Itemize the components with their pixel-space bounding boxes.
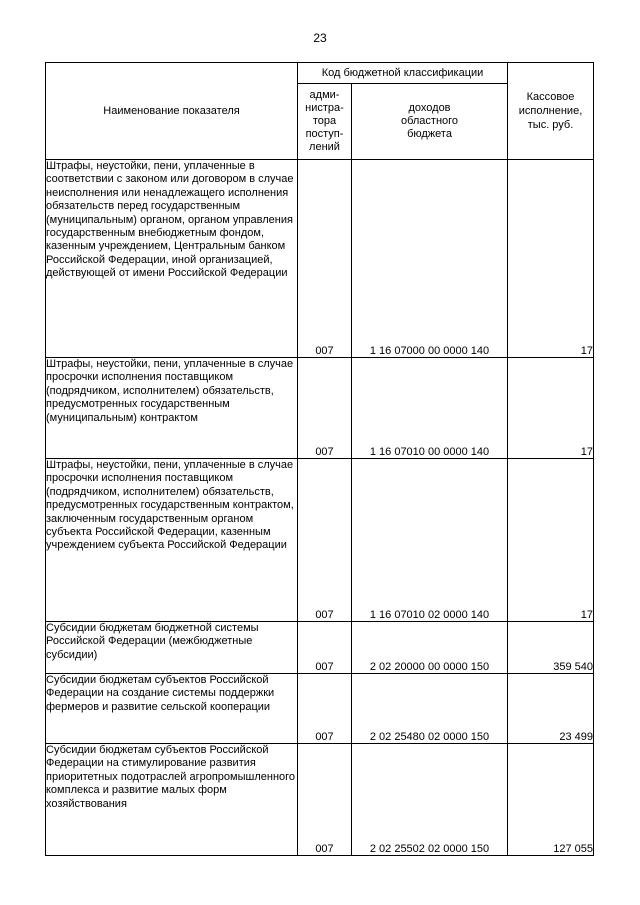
indicator-name-cell: Штрафы, неустойки, пени, уплаченные в случае просрочки исполнения поставщиком (подрядчиком, исполнителем) обязательств, предусмотренных государственным контрактом, заключенным государственным органом субъекта Российской Федерации, казенным учреждением субъекта Российской Федерации [46,459,298,622]
table-row [46,744,594,856]
budget-code-cell: 2 02 25502 02 0000 150 [352,744,508,856]
table-row [46,674,594,744]
budget-code-cell: 1 16 07010 02 0000 140 [352,459,508,622]
administrator-code-cell: 007 [298,744,352,856]
page-number: 23 [313,31,327,45]
column-header-indicator-name: Наименование показателя [46,63,298,160]
indicator-name-cell: Субсидии бюджетам субъектов Российской Федерации на создание системы поддержки фермеров и развитие сельской кооперации [46,674,298,744]
cash-execution-cell: 17 [508,358,594,459]
indicator-name-cell: Субсидии бюджетам бюджетной системы Российской Федерации (межбюджетные субсидии) [46,622,298,674]
administrator-code-cell: 007 [298,358,352,459]
administrator-code-cell: 007 [298,622,352,674]
cash-execution-cell: 17 [508,459,594,622]
budget-code-cell: 1 16 07000 00 0000 140 [352,160,508,358]
budget-code-cell: 2 02 20000 00 0000 150 [352,622,508,674]
table-row [46,358,594,459]
table-row [46,622,594,674]
table-body [46,160,594,856]
indicator-name-cell: Субсидии бюджетам субъектов Российской Федерации на стимулирование развития приоритетных подотраслей агропромышленного комплекса и развитие малых форм хозяйствования [46,744,298,856]
table-row [46,459,594,622]
column-header-regional-revenue: доходов областного бюджета [352,84,508,160]
column-header-administrator: адми- нистра- тора поступ- лений [298,84,352,160]
cash-execution-cell: 17 [508,160,594,358]
column-header-budget-code: Код бюджетной классификации [298,63,508,84]
budget-code-cell: 2 02 25480 02 0000 150 [352,674,508,744]
budget-revenue-table [45,62,594,856]
column-header-cash-execution: Кассовое исполнение, тыс. руб. [508,63,594,160]
administrator-code-cell: 007 [298,160,352,358]
administrator-code-cell: 007 [298,459,352,622]
indicator-name-cell: Штрафы, неустойки, пени, уплаченные в соответствии с законом или договором в случае неисполнения или ненадлежащего исполнения обязательств перед государственным (муниципальным) органом, органом управления государственным внебюджетным фондом, казенным учреждением, Центральным банком Российской Федерации, иной организацией, действующей от имени Российской Федерации [46,160,298,358]
budget-code-cell: 1 16 07010 00 0000 140 [352,358,508,459]
cash-execution-cell: 127 055 [508,744,594,856]
indicator-name-cell: Штрафы, неустойки, пени, уплаченные в случае просрочки исполнения поставщиком (подрядчиком, исполнителем) обязательств, предусмотренных государственным (муниципальным) контрактом [46,358,298,459]
cash-execution-cell: 23 499 [508,674,594,744]
administrator-code-cell: 007 [298,674,352,744]
table-row [46,160,594,358]
cash-execution-cell: 359 540 [508,622,594,674]
